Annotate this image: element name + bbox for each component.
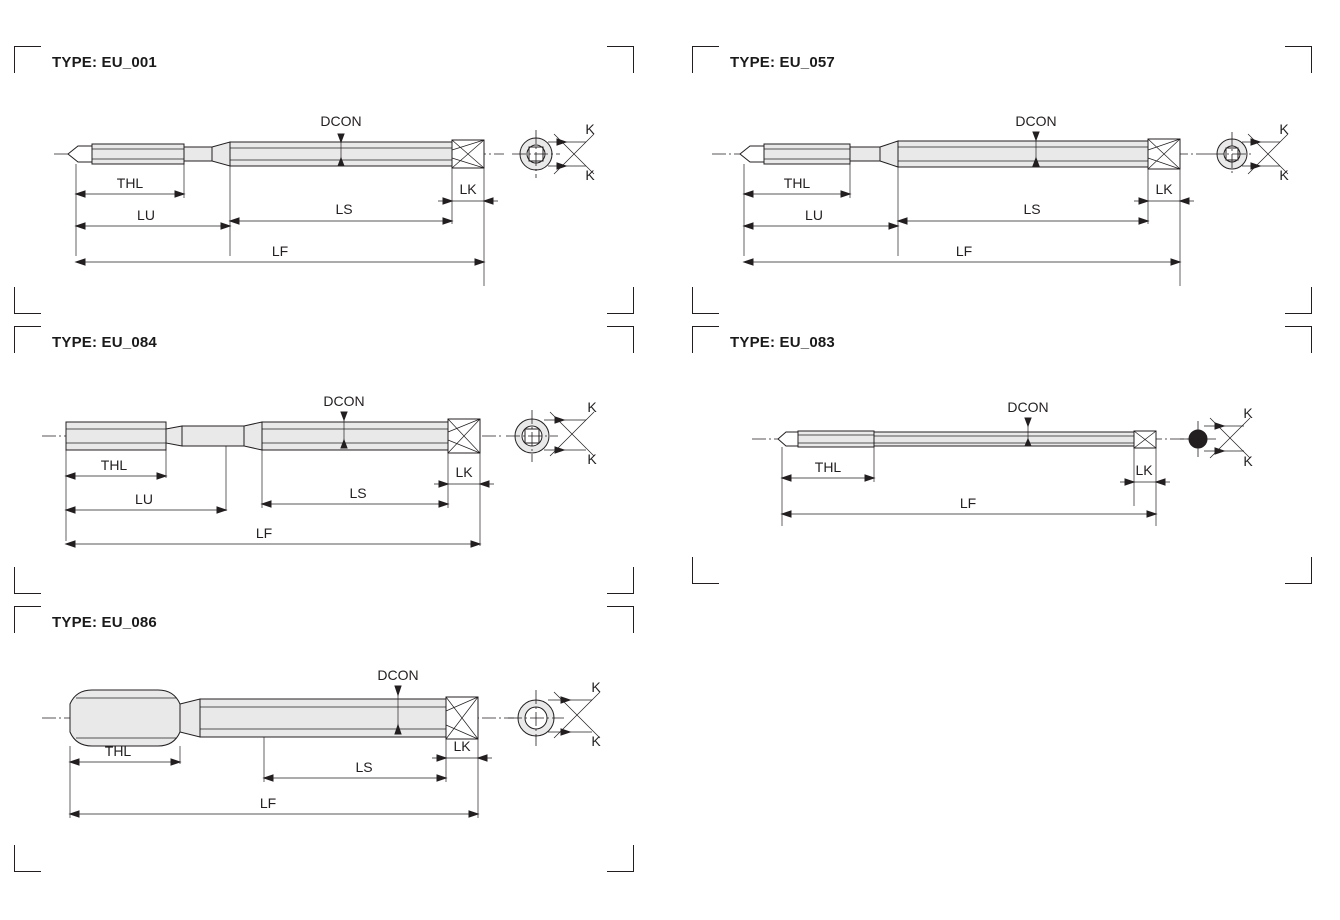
- lf-arrow-right: [1171, 259, 1180, 265]
- thl-arrow-left: [70, 759, 79, 765]
- lf-label: LF: [255, 525, 273, 541]
- ls-arrow-right: [1139, 218, 1148, 224]
- thread-tip: [740, 146, 764, 162]
- lk-label: LK: [459, 181, 477, 197]
- panel-title: TYPE: EU_086: [48, 614, 161, 631]
- k-label-top: K: [587, 399, 597, 415]
- tap-drawing-eu086: [14, 606, 634, 872]
- lf-label: LF: [271, 243, 289, 259]
- lu-arrow-right: [889, 223, 898, 229]
- dcon-arrow-top: [338, 134, 344, 142]
- lf-arrow-right: [471, 541, 480, 547]
- panel-title: TYPE: EU_083: [726, 334, 839, 351]
- end-view: [508, 679, 601, 749]
- lk-arrow-left: [437, 755, 446, 761]
- lk-label: LK: [1155, 181, 1173, 197]
- thread-body: [92, 144, 184, 164]
- tap-drawing-eu057: [692, 46, 1312, 314]
- dcon-arrow-top: [341, 412, 347, 420]
- ls-arrow-right: [443, 218, 452, 224]
- lk-label: LK: [1135, 462, 1153, 478]
- lk-arrow-left: [1125, 479, 1134, 485]
- thl-label: THL: [814, 459, 842, 475]
- lk-arrow-left: [443, 198, 452, 204]
- k-label-bottom: K: [1279, 167, 1289, 183]
- ls-label: LS: [355, 759, 373, 775]
- lf-arrow-right: [475, 259, 484, 265]
- k-arrow: [1251, 139, 1260, 145]
- tap-drawing-eu084: [14, 326, 634, 594]
- panel-eu083: [692, 326, 1312, 584]
- lf-arrow-right: [1147, 511, 1156, 517]
- k-label-top: K: [585, 121, 595, 137]
- dcon-arrow-top: [395, 686, 401, 695]
- lf-arrow-left: [744, 259, 753, 265]
- lk-label: LK: [455, 464, 473, 480]
- k-arrow: [555, 447, 564, 453]
- dcon-label: DCON: [1007, 399, 1049, 415]
- k-arrow: [1251, 163, 1260, 169]
- thl-label: THL: [104, 743, 132, 759]
- end-view: [1180, 405, 1253, 469]
- thl-label: THL: [100, 457, 128, 473]
- lu-arrow-left: [744, 223, 753, 229]
- thl-arrow-right: [175, 191, 184, 197]
- lf-label: LF: [955, 243, 973, 259]
- thl-label: THL: [116, 175, 144, 191]
- end-view: [1210, 121, 1289, 183]
- ls-arrow-left: [264, 775, 273, 781]
- shank: [898, 141, 1148, 167]
- lu-arrow-left: [76, 223, 85, 229]
- ls-arrow-left: [262, 501, 271, 507]
- lk-arrow-left: [439, 481, 448, 487]
- lf-arrow-left: [70, 811, 79, 817]
- ls-label: LS: [349, 485, 367, 501]
- dcon-label: DCON: [323, 393, 365, 409]
- k-label-bottom: K: [1243, 453, 1253, 469]
- panel-eu084: [14, 326, 634, 594]
- k-label-bottom: K: [585, 167, 595, 183]
- thl-arrow-left: [782, 475, 791, 481]
- thl-arrow-right: [841, 191, 850, 197]
- lk-arrow-left: [1139, 198, 1148, 204]
- thl-arrow-left: [66, 473, 75, 479]
- lk-arrow-right: [1180, 198, 1189, 204]
- panel-eu057: [692, 46, 1312, 314]
- shank: [200, 699, 446, 737]
- lu-arrow-right: [217, 507, 226, 513]
- panel-title: TYPE: EU_057: [726, 54, 839, 71]
- k-label-bottom: K: [587, 451, 597, 467]
- lk-arrow-right: [1156, 479, 1165, 485]
- dcon-arrow-top: [1033, 132, 1039, 140]
- thread-body: [70, 690, 180, 746]
- end-view: [506, 399, 597, 467]
- k-label-bottom: K: [591, 733, 601, 749]
- thread-body: [66, 422, 166, 450]
- shank-taper: [880, 141, 898, 167]
- end-view: [512, 121, 595, 183]
- k-arrow: [561, 729, 570, 735]
- lf-label: LF: [959, 495, 977, 511]
- tap-drawing-eu083: [692, 326, 1312, 584]
- lk-arrow-right: [484, 198, 493, 204]
- dcon-arrow-top: [1025, 418, 1031, 426]
- ls-label: LS: [335, 201, 353, 217]
- lf-label: LF: [259, 795, 277, 811]
- thread-body: [764, 144, 850, 164]
- lf-arrow-right: [469, 811, 478, 817]
- shank: [874, 432, 1134, 446]
- thl-arrow-right: [865, 475, 874, 481]
- k-label-top: K: [591, 679, 601, 695]
- shank-taper: [244, 422, 262, 450]
- thread-body: [798, 431, 874, 447]
- ls-label: LS: [1023, 201, 1041, 217]
- neck: [182, 426, 244, 446]
- thl-arrow-left: [744, 191, 753, 197]
- dcon-label: DCON: [1015, 113, 1057, 129]
- ls-arrow-right: [439, 501, 448, 507]
- neck: [850, 147, 880, 161]
- panel-title: TYPE: EU_001: [48, 54, 161, 71]
- lu-arrow-left: [66, 507, 75, 513]
- ls-arrow-left: [230, 218, 239, 224]
- ls-arrow-right: [437, 775, 446, 781]
- shank-taper: [212, 142, 230, 166]
- ls-arrow-left: [898, 218, 907, 224]
- lf-arrow-left: [66, 541, 75, 547]
- k-label-top: K: [1243, 405, 1253, 421]
- lk-label: LK: [453, 738, 471, 754]
- shank: [262, 422, 448, 450]
- lf-arrow-left: [76, 259, 85, 265]
- dcon-label: DCON: [377, 667, 419, 683]
- panel-eu086: [14, 606, 634, 872]
- lk-arrow-right: [478, 755, 487, 761]
- tap-drawing-eu001: [14, 46, 634, 314]
- lu-arrow-right: [221, 223, 230, 229]
- thl-label: THL: [783, 175, 811, 191]
- k-arrow: [557, 139, 566, 145]
- k-label-top: K: [1279, 121, 1289, 137]
- thl-arrow-right: [157, 473, 166, 479]
- thread-tip: [778, 432, 798, 446]
- k-arrow: [555, 417, 564, 423]
- lk-arrow-right: [480, 481, 489, 487]
- lu-label: LU: [137, 207, 155, 223]
- dcon-label: DCON: [320, 113, 362, 129]
- k-arrow: [1215, 423, 1224, 429]
- shank-taper: [180, 699, 200, 737]
- lu-label: LU: [805, 207, 823, 223]
- neck: [184, 147, 212, 161]
- k-arrow: [561, 697, 570, 703]
- thl-arrow-right: [171, 759, 180, 765]
- panel-title: TYPE: EU_084: [48, 334, 161, 351]
- k-arrow: [557, 163, 566, 169]
- panel-eu001: [14, 46, 634, 314]
- lf-arrow-left: [782, 511, 791, 517]
- lu-label: LU: [135, 491, 153, 507]
- thread-tip: [68, 146, 92, 162]
- neck-taper: [166, 426, 182, 446]
- thl-arrow-left: [76, 191, 85, 197]
